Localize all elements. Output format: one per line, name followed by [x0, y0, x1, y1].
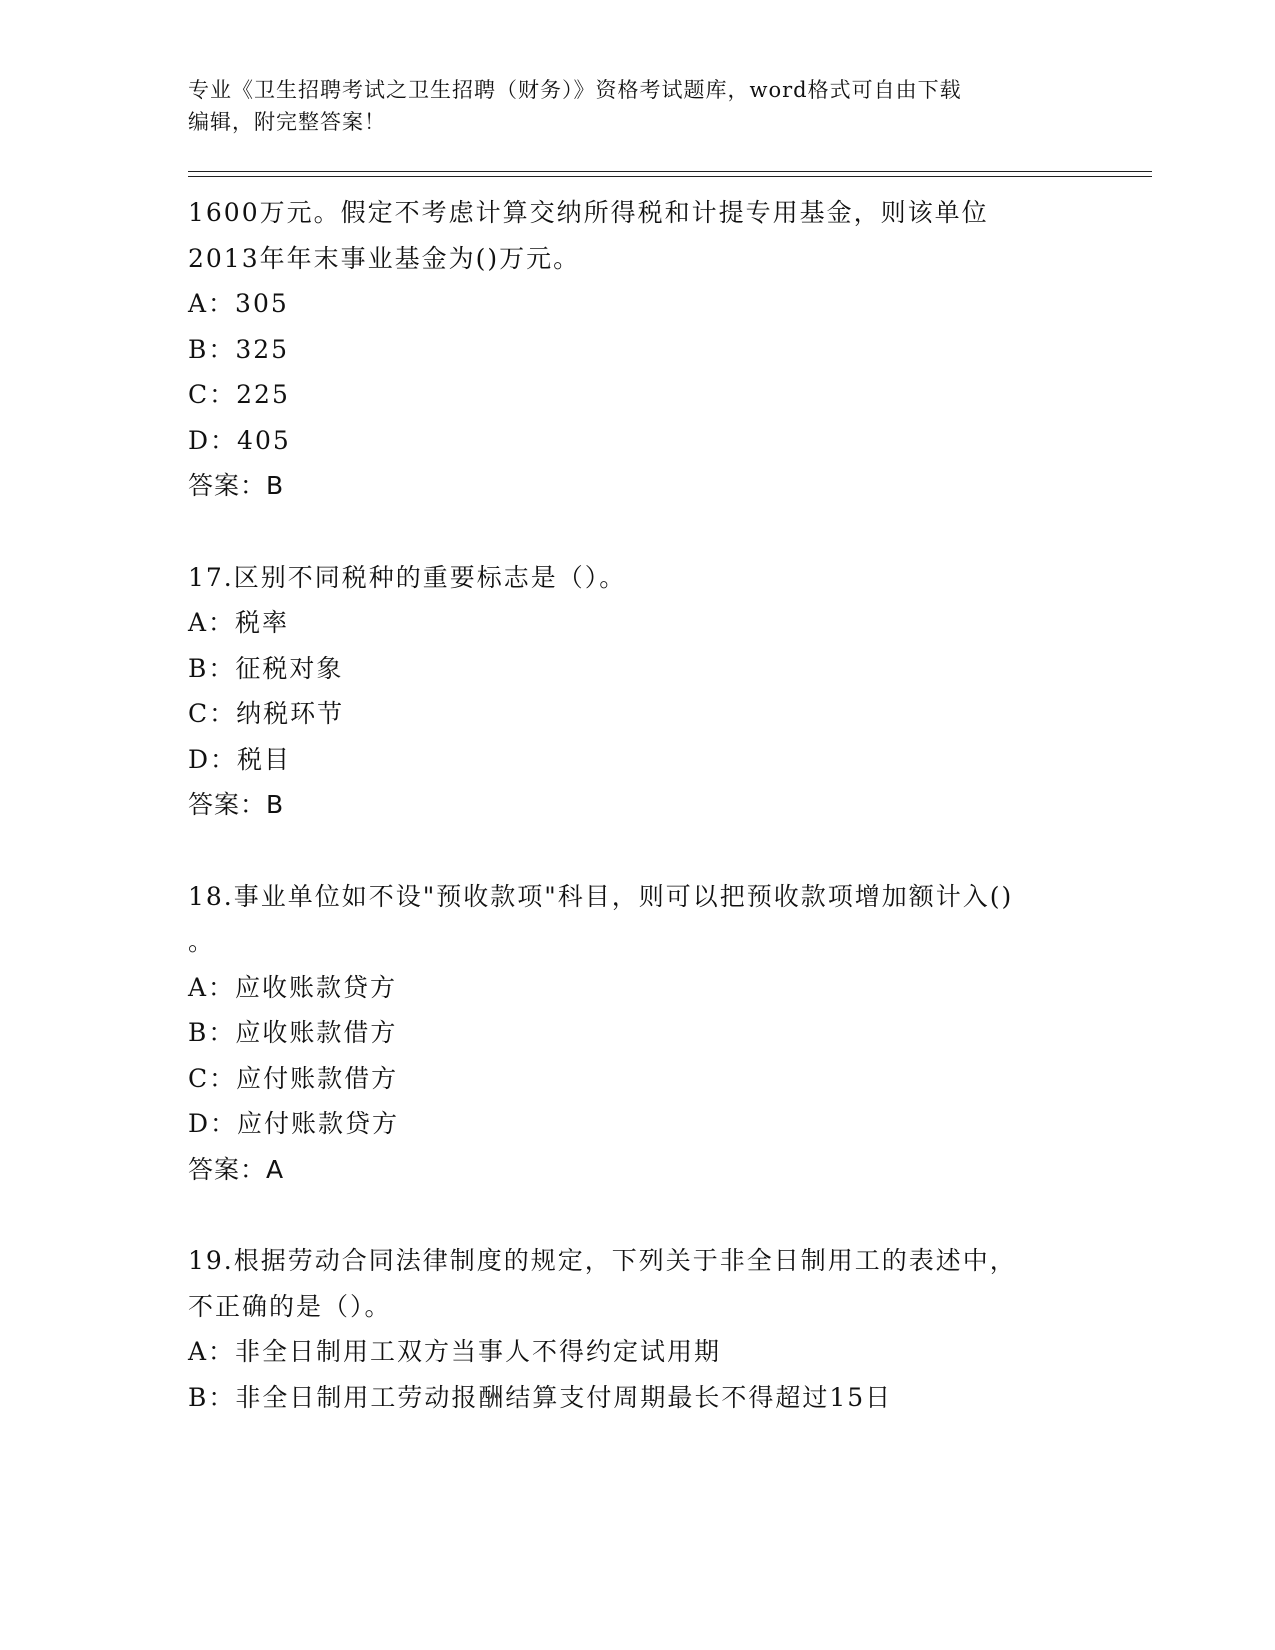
question-text: 。: [188, 927, 216, 956]
header-divider-top: [188, 171, 1152, 172]
answer: 答案：A: [188, 1154, 285, 1184]
header-line-1: 专业《卫生招聘考试之卫生招聘（财务）》资格考试题库，word格式可自由下载: [188, 78, 962, 102]
spacer: [188, 1192, 1088, 1238]
option-d: D：405: [188, 425, 291, 455]
question-text: 不正确的是（）。: [188, 1291, 392, 1321]
option-c: C：225: [188, 380, 290, 409]
question-text: 19.根据劳动合同法律制度的规定，下列关于非全日制用工的表述中，: [188, 1246, 1017, 1275]
question-text: 18.事业单位如不设"预收款项"科目，则可以把预收款项增加额计入(): [188, 881, 1014, 911]
question-19: [188, 1238, 1088, 1420]
option-c: C：应付账款借方: [188, 1063, 399, 1093]
question-list: [188, 190, 1088, 1420]
option-a: A：非全日制用工双方当事人不得约定试用期: [188, 1337, 722, 1366]
option-a: A：305: [188, 289, 289, 318]
answer: 答案：B: [188, 471, 285, 500]
option-d: D：应付账款贷方: [188, 1109, 400, 1138]
header-divider-bottom: [188, 176, 1152, 177]
question-18: [188, 874, 1088, 1193]
header-line-2: 编辑，附完整答案！: [188, 110, 386, 134]
question-text: 1600万元。假定不考虑计算交纳所得税和计提专用基金，则该单位: [188, 198, 989, 227]
question-text: 17.区别不同税种的重要标志是（）。: [188, 562, 627, 592]
question-17: [188, 555, 1088, 828]
option-b: B：非全日制用工劳动报酬结算支付周期最长不得超过15日: [188, 1382, 893, 1412]
option-b: B：征税对象: [188, 653, 344, 683]
answer: 答案：B: [188, 790, 285, 819]
option-a: A：应收账款贷方: [188, 972, 398, 1002]
document-header: [188, 74, 1068, 138]
option-a: A：税率: [188, 608, 290, 637]
option-b: B：应收账款借方: [188, 1018, 398, 1047]
option-b: B：325: [188, 334, 290, 364]
spacer: [188, 828, 1088, 874]
option-d: D：税目: [188, 744, 292, 774]
question-text: 2013年年末事业基金为()万元。: [188, 243, 581, 273]
question-16: [188, 190, 1088, 509]
option-c: C：纳税环节: [188, 699, 345, 728]
spacer: [188, 509, 1088, 555]
